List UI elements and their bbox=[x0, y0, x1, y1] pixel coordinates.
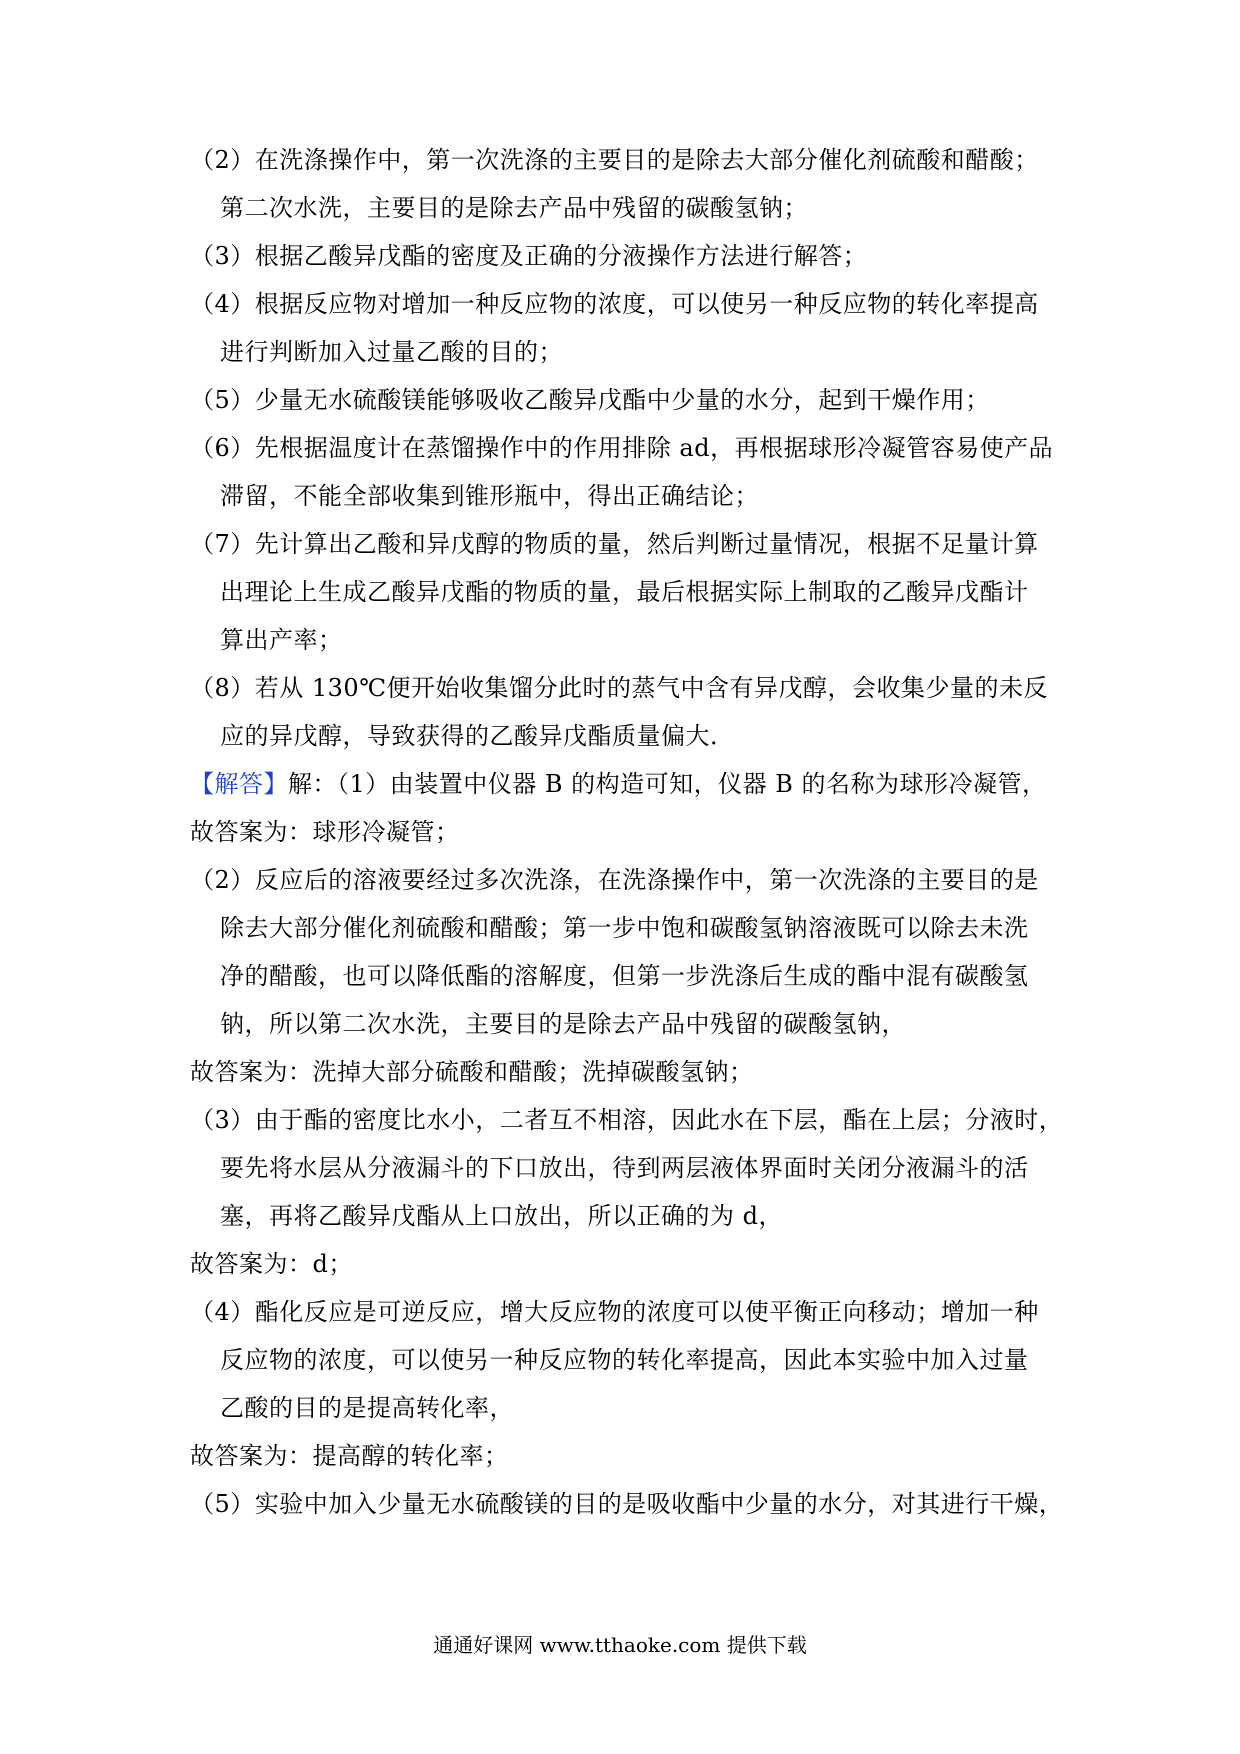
text-line: （5）少量无水硫酸镁能够吸收乙酸异戊酯中少量的水分，起到干燥作用； bbox=[190, 386, 990, 414]
text-line: 故答案为：洗掉大部分硫酸和醋酸；洗掉碳酸氢钠； bbox=[190, 1058, 754, 1086]
text-line: 应的异戊醇，导致获得的乙酸异戊酯质量偏大． bbox=[220, 722, 735, 750]
text-line: 塞，再将乙酸异戊酯从上口放出，所以正确的为 d， bbox=[220, 1202, 783, 1230]
text-line: 进行判断加入过量乙酸的目的； bbox=[220, 338, 563, 366]
text-line: 第二次水洗，主要目的是除去产品中残留的碳酸氢钠； bbox=[220, 194, 808, 222]
text-line: 反应物的浓度，可以使另一种反应物的转化率提高，因此本实验中加入过量 bbox=[220, 1346, 1029, 1374]
text-line: （2）反应后的溶液要经过多次洗涤，在洗涤操作中，第一次洗涤的主要目的是 bbox=[190, 866, 1039, 894]
text-line: 滞留，不能全部收集到锥形瓶中，得出正确结论； bbox=[220, 482, 759, 510]
text-line: 故答案为：球形冷凝管； bbox=[190, 818, 460, 846]
text-line: （6）先根据温度计在蒸馏操作中的作用排除 ad，再根据球形冷凝管容易使产品 bbox=[190, 434, 1054, 462]
text-line: （5）实验中加入少量无水硫酸镁的目的是吸收酯中少量的水分，对其进行干燥， bbox=[190, 1490, 1064, 1518]
text-line: （4）根据反应物对增加一种反应物的浓度，可以使另一种反应物的转化率提高 bbox=[190, 290, 1039, 318]
text-line: （7）先计算出乙酸和异戊醇的物质的量，然后判断过量情况，根据不足量计算 bbox=[190, 530, 1039, 558]
text-line: 故答案为：提高醇的转化率； bbox=[190, 1442, 509, 1470]
page-footer: 通通好课网 www.tthaoke.com 提供下载 bbox=[433, 1633, 807, 1657]
text-line: 出理论上生成乙酸异戊酯的物质的量，最后根据实际上制取的乙酸异戊酯计 bbox=[220, 578, 1029, 606]
answer-tag: 【解答】 bbox=[190, 770, 288, 798]
text-line: 乙酸的目的是提高转化率， bbox=[220, 1394, 514, 1422]
text-line: 算出产率； bbox=[220, 626, 343, 654]
answer-line bbox=[190, 769, 1047, 799]
text-line: （3）由于酯的密度比水小，二者互不相溶，因此水在下层，酯在上层；分液时， bbox=[190, 1106, 1064, 1134]
text-line: （3）根据乙酸异戊酯的密度及正确的分液操作方法进行解答； bbox=[190, 242, 868, 270]
text-line: 净的醋酸，也可以降低酯的溶解度，但第一步洗涤后生成的酯中混有碳酸氢 bbox=[220, 962, 1029, 990]
text-line: （2）在洗涤操作中，第一次洗涤的主要目的是除去大部分催化剂硫酸和醋酸； bbox=[190, 146, 1039, 174]
text-line: （4）酯化反应是可逆反应，增大反应物的浓度可以使平衡正向移动；增加一种 bbox=[190, 1298, 1039, 1326]
text-line: 故答案为：d； bbox=[190, 1250, 353, 1278]
text-line: （8）若从 130℃便开始收集馏分此时的蒸气中含有异戊醇，会收集少量的未反 bbox=[190, 674, 1049, 702]
answer-text: 解：（1）由装置中仪器 B 的构造可知，仪器 B 的名称为球形冷凝管， bbox=[288, 770, 1047, 798]
text-line: 钠，所以第二次水洗，主要目的是除去产品中残留的碳酸氢钠， bbox=[220, 1010, 906, 1038]
text-line: 要先将水层从分液漏斗的下口放出，待到两层液体界面时关闭分液漏斗的活 bbox=[220, 1154, 1029, 1182]
text-line: 除去大部分催化剂硫酸和醋酸；第一步中饱和碳酸氢钠溶液既可以除去未洗 bbox=[220, 914, 1029, 942]
